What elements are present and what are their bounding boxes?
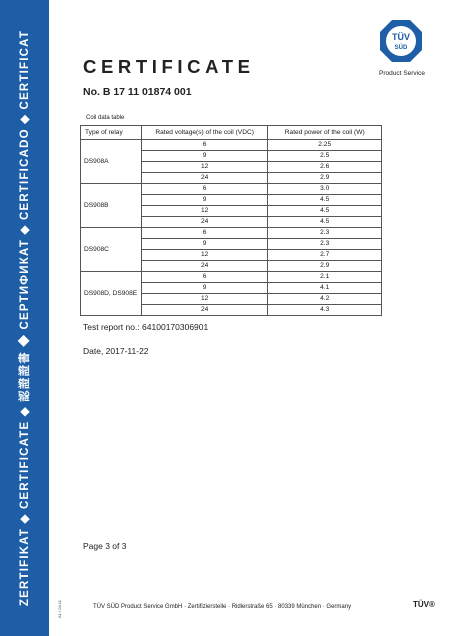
voltage-cell: 6: [141, 228, 268, 239]
voltage-cell: 12: [141, 206, 268, 217]
logo-caption: Product Service: [379, 70, 425, 77]
logo-line2: SÜD: [394, 45, 408, 51]
certificate-number: No. B 17 11 01874 001: [83, 86, 192, 98]
form-code: A1 / 04.11: [57, 600, 62, 618]
relay-type-cell: DS908D, DS908E: [81, 272, 142, 316]
voltage-cell: 24: [141, 217, 268, 228]
power-cell: 2.7: [268, 250, 382, 261]
voltage-cell: 9: [141, 151, 268, 162]
relay-type-cell: DS908C: [81, 228, 142, 272]
coil-data-table: [80, 125, 382, 316]
voltage-cell: 6: [141, 272, 268, 283]
table-row: [81, 272, 382, 283]
table-header-row: [81, 126, 382, 140]
page-title: CERTIFICATE: [83, 56, 255, 77]
voltage-cell: 12: [141, 294, 268, 305]
power-cell: 2.25: [268, 140, 382, 151]
voltage-cell: 6: [141, 184, 268, 195]
voltage-cell: 24: [141, 305, 268, 316]
power-cell: 2.9: [268, 261, 382, 272]
logo-line1: TÜV: [392, 32, 410, 42]
power-cell: 4.5: [268, 206, 382, 217]
power-cell: 3.0: [268, 184, 382, 195]
power-cell: 4.5: [268, 217, 382, 228]
table-row: [81, 140, 382, 151]
test-report-number: Test report no.: 64100170306901: [83, 322, 209, 332]
power-cell: 4.5: [268, 195, 382, 206]
voltage-cell: 9: [141, 195, 268, 206]
voltage-cell: 12: [141, 162, 268, 173]
power-cell: 4.1: [268, 283, 382, 294]
voltage-cell: 9: [141, 283, 268, 294]
sidebar-certificate-text: ZERTIFIKAT ◆ CERTIFICATE ◆ 認證證書 ◆ СЕРТИФИКАТ ◆ CERTIFICADO ◆ CERTIFICAT: [19, 29, 31, 607]
table-row: [81, 228, 382, 239]
voltage-cell: 24: [141, 261, 268, 272]
power-cell: 2.9: [268, 173, 382, 184]
voltage-cell: 24: [141, 173, 268, 184]
certificate-sidebar-band: [0, 0, 49, 636]
voltage-cell: 12: [141, 250, 268, 261]
certificate-date: Date, 2017-11-22: [83, 346, 149, 356]
table-caption: Coil data table: [86, 115, 125, 121]
header-type-of-relay: Type of relay: [81, 126, 142, 140]
power-cell: 2.3: [268, 239, 382, 250]
footer-address: TÜV SÜD Product Service GmbH · Zertifizierstelle · Ridlerstraße 65 · 80339 München · Germany: [93, 604, 352, 610]
power-cell: 2.6: [268, 162, 382, 173]
header-rated-voltage: Rated voltage(s) of the coil (VDC): [141, 126, 268, 140]
page-number: Page 3 of 3: [83, 541, 127, 551]
power-cell: 4.3: [268, 305, 382, 316]
power-cell: 2.1: [268, 272, 382, 283]
table-row: [81, 184, 382, 195]
power-cell: 2.5: [268, 151, 382, 162]
relay-type-cell: DS908A: [81, 140, 142, 184]
power-cell: 2.3: [268, 228, 382, 239]
tuv-sud-logo-icon: [379, 19, 423, 63]
voltage-cell: 9: [141, 239, 268, 250]
voltage-cell: 6: [141, 140, 268, 151]
relay-type-cell: DS908B: [81, 184, 142, 228]
power-cell: 4.2: [268, 294, 382, 305]
header-rated-power: Rated power of the coil (W): [268, 126, 382, 140]
footer-tuv-logo: TÜV®: [413, 600, 435, 609]
